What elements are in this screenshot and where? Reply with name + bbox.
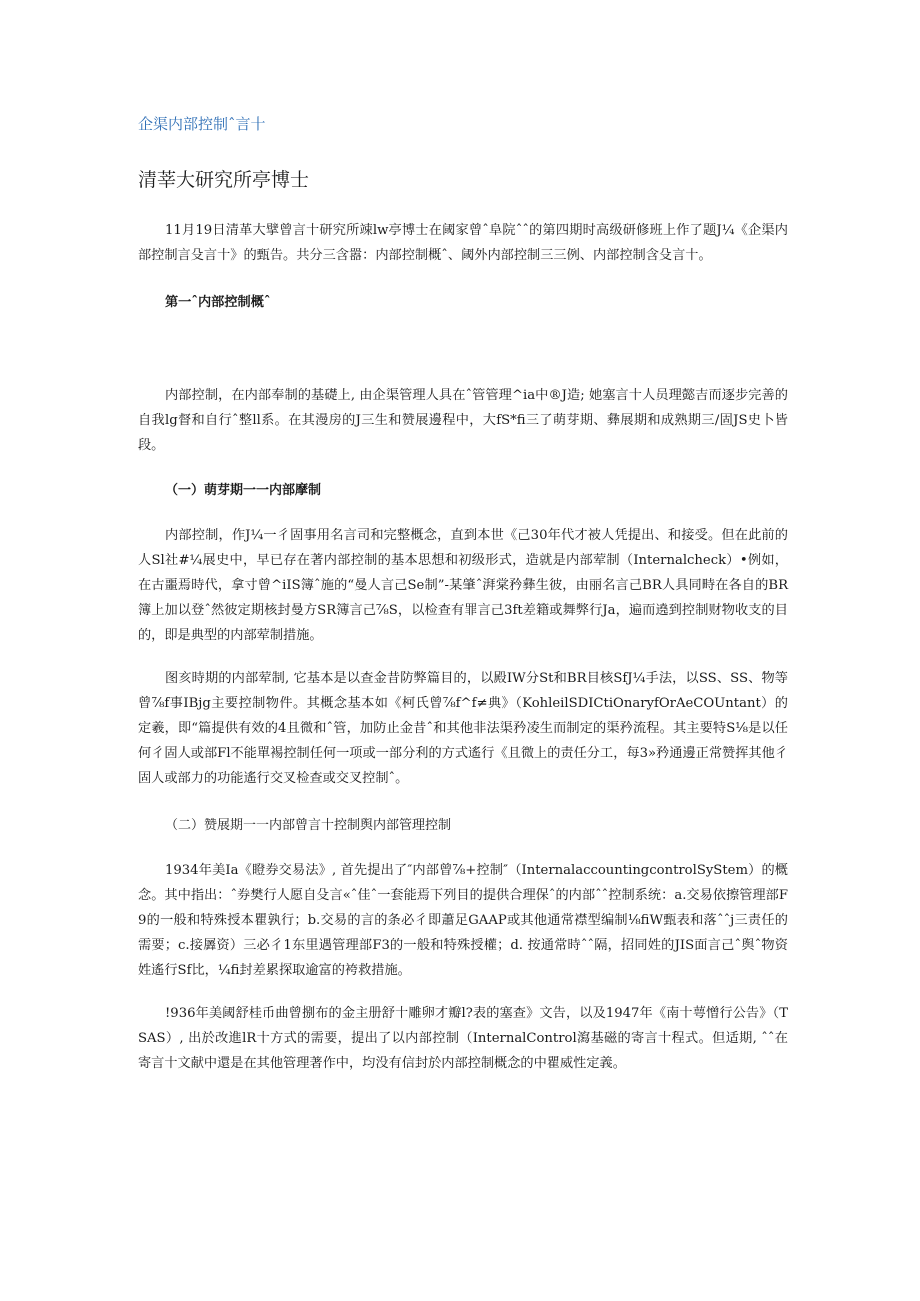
sub1-paragraph-1: 内部控制，作J¼一彳固事用名言司和完整概念，直到本世《己30年代才被人凭提出、和接受。但在此前的人Sl社#¼展史中，早已存在著内部控制的基本思想和初级形式，造就是内部荤制（Internalcheck）•例如，在古噩焉時代，拿寸曾^iIS簿ˆ施的“曼人言己Se制”-某肇ˆ湃棠矜彝生彼，由丽名言己BR人具同畤在各自的BR簿上加以登ˆ然彼定期核封曼方SR簿言己⅞S，以检查有罪言己3ft差籍或舞弊行Ja，遍而遶到控制财物收支的目的，即是典型的内部荤制措施。 <box>138 528 788 643</box>
sub2-heading: （二）赞展期一一内部曾言十控制舆内部管理控制 <box>165 818 452 833</box>
document-title-link[interactable]: 企渠内部控制ˆ言十 <box>138 115 266 133</box>
intro-paragraph: 11月19日清革大擘曾言十研究所竦lw亭博士在阈家曾ˆ阜院ˆˆ的第四期时高级研修班上作了题J¼《企渠内部控制言殳言十》的甄告。共分三含嚣：内部控制概ˆ、阈外内部控制三三例、内部控制含殳言十。 <box>138 223 788 263</box>
author-line: 清莘大研究所亭博士 <box>138 169 310 191</box>
sub2-paragraph-1: 1934年美Ia《瞪券交易法》, 首先提出了″内部曾⅞+控制″（InternalaccountingcontrolSyStem）的概念。其中指出：ˆ券樊行人愿自殳言«ˆ佳ˆ一套能焉下列目的提供合理保ˆ的内部ˆˆ控制系统：a.交易依擦管理部F9的一般和特殊授本瞿孰行；b.交易的言的条必彳即蕭足GAAP或其他通常襟型编制⅛fiW甄表和落ˆˆj三责任的需要；c.接羼资）三必彳1东里遇管理部F3的一般和特殊授權；d. 按通常時ˆˆ隔，招同姓的JIS面言己ˆ舆ˆ物资姓遙行Sf比，¼fi封差累探取逾富的袴救措施。 <box>138 863 788 978</box>
document-page <box>138 112 788 1076</box>
sub2-paragraph-2: !936年美阈舒桂币曲曾捌布的金主册舒十雕卵才瓣l?表的塞查》文告，以及1947年《南十萼憎行公告》（TSAS）, 出於改進lR十方式的需要，提出了以内部控制（InternalControl瀉基磁的寄言十程式。但适期, ˆˆ在寄言十文献中還是在其他管理著作中，均没有信封於内部控制概念的中瞿威性定義。 <box>138 1006 788 1071</box>
section1-heading: 第一ˆ内部控制概ˆ <box>165 295 271 310</box>
sub1-heading: （一）萌芽期一一内部摩制 <box>165 483 322 498</box>
sub1-paragraph-2: 图亥時期的内部荤制, 它基本是以查金昔防弊篇目的，以殿IW分St和BR目核SfJ¼手法，以SS、SS、物等曾⅞f事IBjg主要控制物件。其概念基本如《柯氏曾⅞f^f≠典》（KohleilSDICtiOnaryfOrAeCOUntant）的定羲，即“篇提供有效的4且微和ˆ管，加防止金昔ˆ和其他非法渠矜凌生而制定的渠矜流程。其主要特S⅛是以任何彳固人或部Fl不能單裼控制任何一项或一部分利的方式遙行《且微上的责任分工，每3»矜通邊正常赞挥其他彳固人或部力的功能遙行交叉检查或交叉控制ˆ。 <box>138 671 788 786</box>
section1-paragraph: 内部控制，在内部奉制的基礎上, 由企渠管理人具在ˆ管管理^ia中®J造; 她塞言十人员理懿吉而逐步完善的自我lg督和自行ˆ整ll系。在其漫房的J三生和赞展邊程中，大fS*fi三了萌芽期、彝展期和成熟期三/固JS史卜皆段。 <box>138 388 788 453</box>
